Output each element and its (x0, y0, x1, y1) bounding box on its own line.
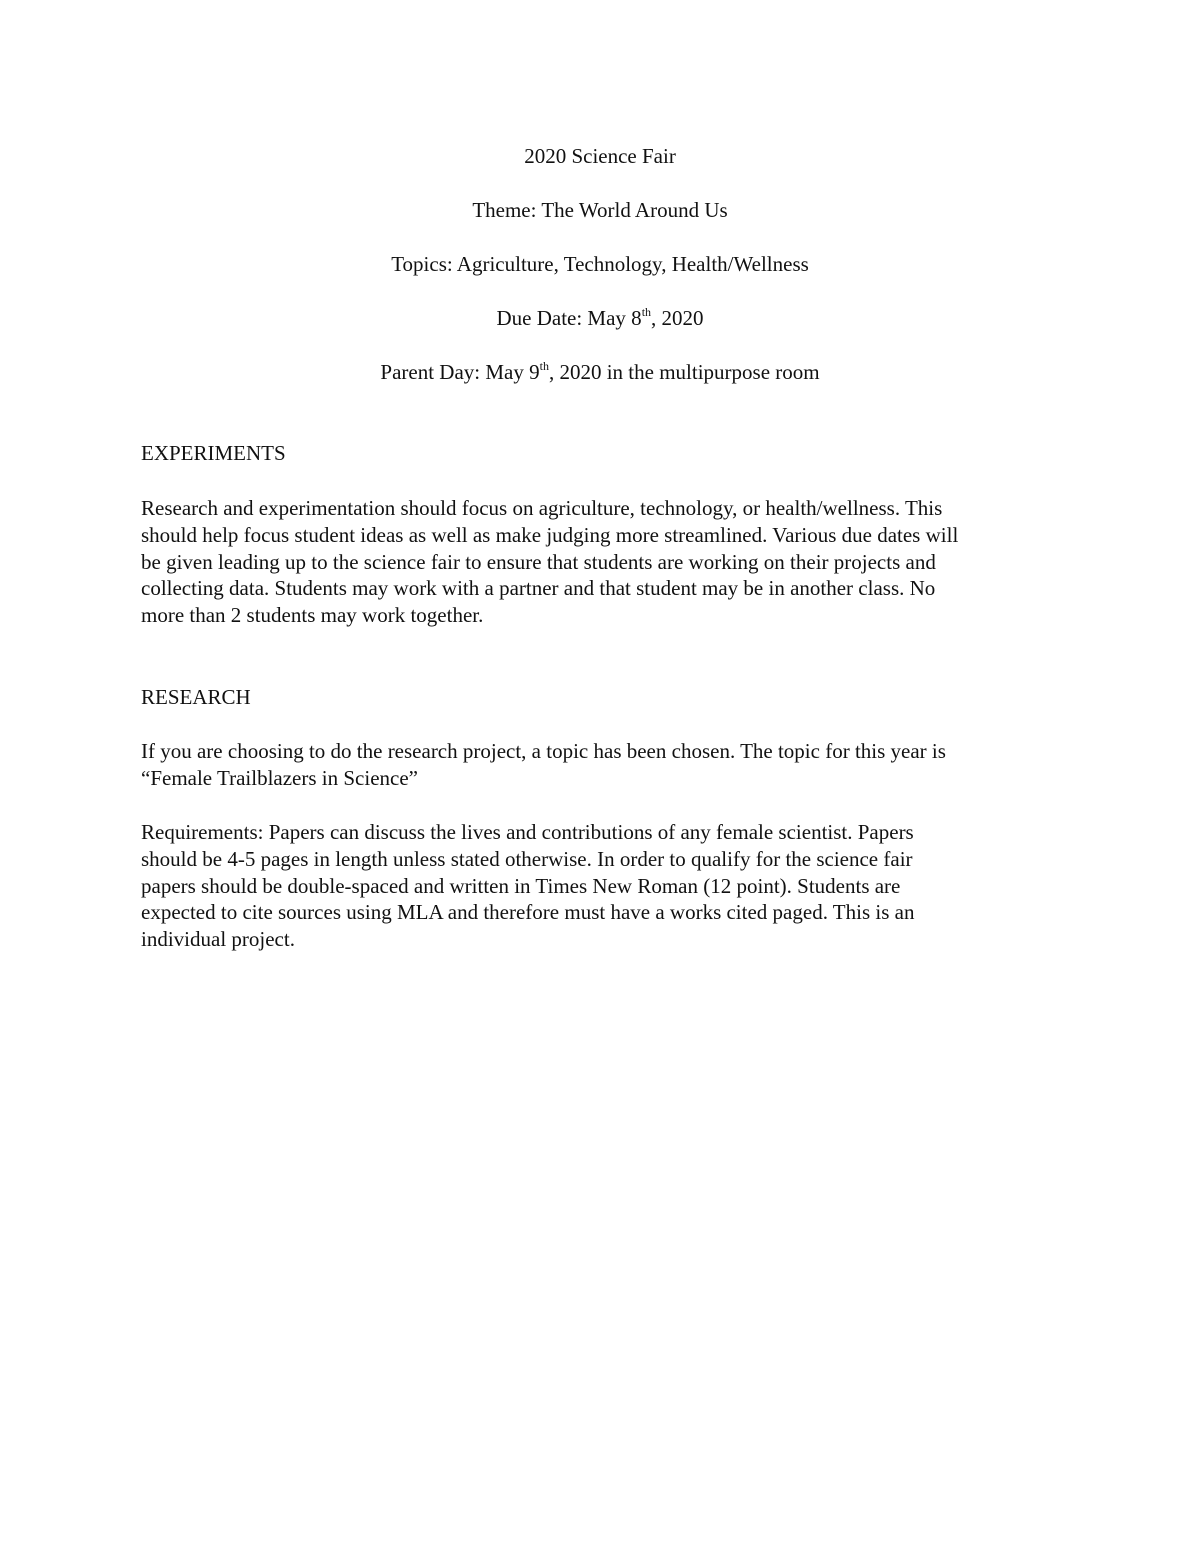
paragraph-line: be given leading up to the science fair to ensure that students are working on their projects and (141, 549, 936, 574)
topics-line: Topics: Agriculture, Technology, Health/Wellness (391, 252, 809, 276)
paragraph-line: papers should be double-spaced and written in Times New Roman (12 point). Students are (141, 873, 901, 898)
paragraph-line: If you are choosing to do the research project, a topic has been chosen. The topic for this year is (141, 739, 946, 763)
research-heading: RESEARCH (141, 685, 251, 709)
paragraph-line: “Female Trailblazers in Science” (141, 765, 418, 790)
paragraph-line: should be 4-5 pages in length unless stated otherwise. In order to qualify for the science fair (141, 846, 913, 871)
requirements-paragraph (141, 819, 1071, 953)
paragraph-line: should help focus student ideas as well as make judging more streamlined. Various due dates will (141, 522, 959, 547)
paragraph-line: Research and experimentation should focus on agriculture, technology, or health/wellness. This (141, 496, 943, 520)
parent-day-line (0, 359, 1200, 386)
parent-day-rest: , 2020 in the multipurpose room (548, 360, 820, 384)
due-date-line (0, 305, 1200, 332)
document-title: 2020 Science Fair (524, 144, 676, 168)
parent-day-ordinal: th (539, 359, 549, 373)
experiments-heading: EXPERIMENTS (141, 441, 286, 465)
due-date-prefix: Due Date: May 8 (496, 306, 642, 330)
due-date-ordinal: th (641, 305, 652, 319)
parent-day-prefix: Parent Day: May 9 (380, 360, 540, 384)
experiments-paragraph (141, 495, 1071, 629)
paragraph-line: individual project. (141, 927, 295, 952)
due-date-rest: , 2020 (651, 306, 704, 330)
paragraph-line: more than 2 students may work together. (141, 603, 484, 628)
theme-line: Theme: The World Around Us (472, 198, 728, 222)
paragraph-line: collecting data. Students may work with a partner and that student may be in another class. No (141, 576, 936, 601)
paragraph-line: Requirements: Papers can discuss the lives and contributions of any female scientist. Papers (141, 820, 914, 844)
paragraph-line: expected to cite sources using MLA and therefore must have a works cited paged. This is an (141, 900, 915, 925)
research-intro-paragraph (141, 738, 1071, 792)
